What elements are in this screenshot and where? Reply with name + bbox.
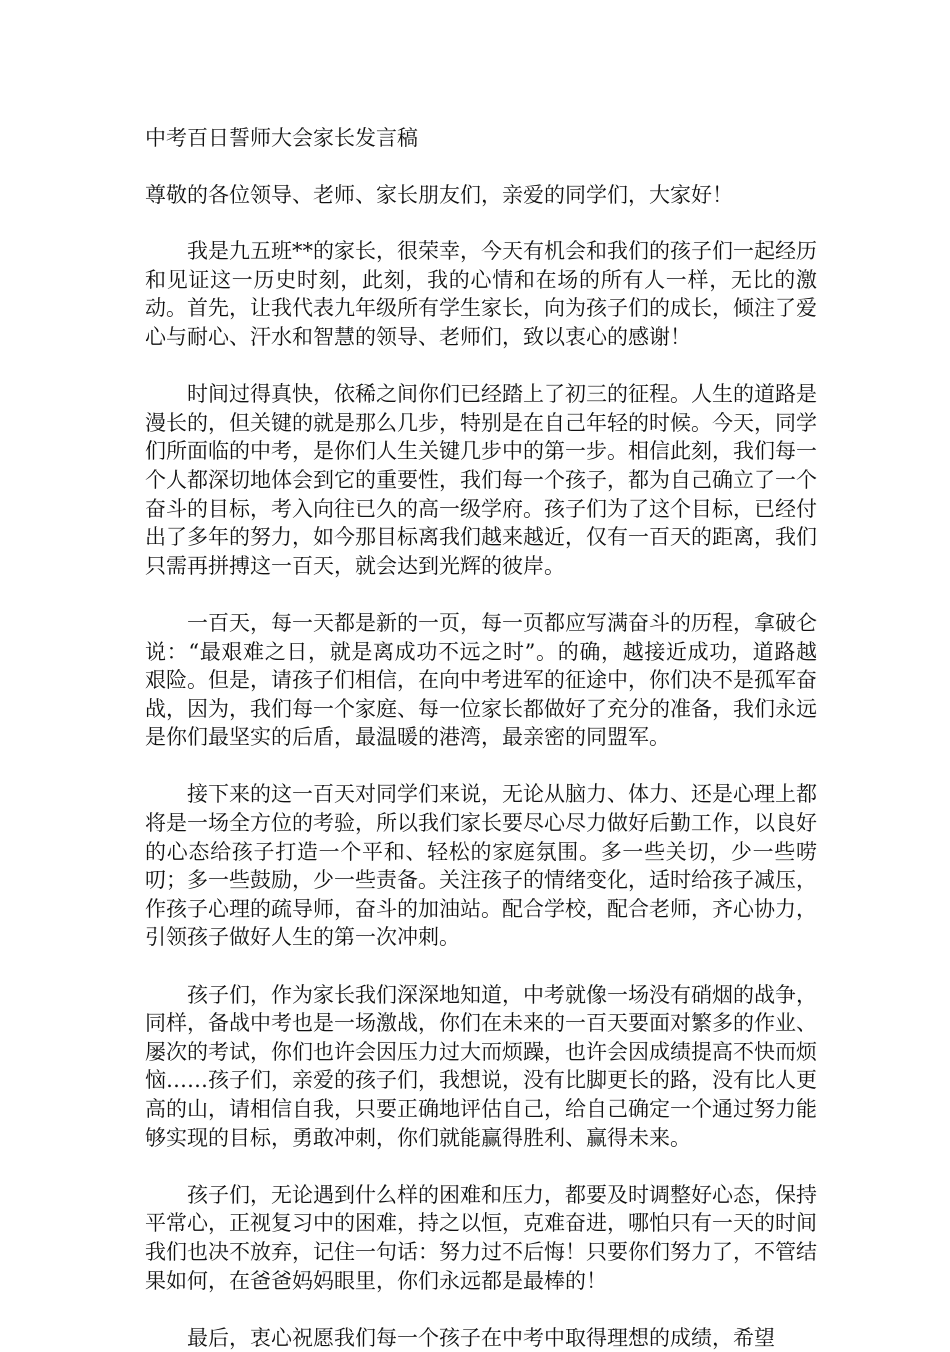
paragraph-2: 时间过得真快，依稀之间你们已经踏上了初三的征程。人生的道路是漫长的，但关键的就是那么几步，特别是在自己年轻的时候。今天，同学们所面临的中考，是你们人生关键几步中的第一步。相信此刻，我们每一个人都深切地体会到它的重要性，我们每一个孩子，都为自己确立了一个奋斗的目标，考入向往已久的高一级学府。孩子们为了这个目标，已经付出了多年的努力，如今那目标离我们越来越近，仅有一百天的距离，我们只需再拼搏这一百天，就会达到光辉的彼岸。 [145, 382, 817, 578]
paragraph-1: 我是九五班**的家长，很荣幸，今天有机会和我们的孩子们一起经历和见证这一历史时刻，此刻，我的心情和在场的所有人一样，无比的激动。首先，让我代表九年级所有学生家长，向为孩子们的成长，倾注了爱心与耐心、汗水和智慧的领导、老师们，致以衷心的感谢！ [145, 239, 817, 349]
paragraph-4: 接下来的这一百天对同学们来说，无论从脑力、体力、还是心理上都将是一场全方位的考验，所以我们家长要尽心尽力做好后勤工作，以良好的心态给孩子打造一个平和、轻松的家庭氛围。多一些关切，少一些唠叨；多一些鼓励，少一些责备。关注孩子的情绪变化，适时给孩子减压，作孩子心理的疏导师，奋斗的加油站。配合学校，配合老师，齐心协力，引领孩子做好人生的第一次冲刺。 [145, 782, 817, 950]
paragraph-5: 孩子们，作为家长我们深深地知道，中考就像一场没有硝烟的战争，同样，备战中考也是一场激战，你们在未来的一百天要面对繁多的作业、屡次的考试，你们也许会因压力过大而烦躁，也许会因成绩提高不快而烦恼……孩子们，亲爱的孩子们，我想说，没有比脚更长的路，没有比人更高的山，请相信自我，只要正确地评估自己，给自己确定一个通过努力能够实现的目标，勇敢冲刺，你们就能赢得胜利、赢得未来。 [145, 982, 817, 1150]
paragraph-6: 孩子们，无论遇到什么样的困难和压力，都要及时调整好心态，保持平常心，正视复习中的困难，持之以恒，克难奋进，哪怕只有一天的时间我们也决不放弃，记住一句话：努力过不后悔！只要你们努力了，不管结果如何，在爸爸妈妈眼里，你们永远都是最棒的！ [145, 1182, 817, 1293]
paragraph-7: 最后，衷心祝愿我们每一个孩子在中考中取得理想的成绩，希望 [187, 1325, 775, 1350]
salutation: 尊敬的各位领导、老师、家长朋友们，亲爱的同学们，大家好！ [145, 182, 733, 207]
document-body [145, 124, 817, 1352]
document-title: 中考百日誓师大会家长发言稿 [145, 126, 418, 150]
paragraph-3: 一百天，每一天都是新的一页，每一页都应写满奋斗的历程，拿破仑说：“最艰难之日，就是离成功不远之时”。的确，越接近成功，道路越艰险。但是，请孩子们相信，在向中考进军的征途中，你们决不是孤军奋战，因为，我们每一个家庭、每一位家长都做好了充分的准备，我们永远是你们最坚实的后盾，最温暖的港湾，最亲密的同盟军。 [145, 610, 817, 750]
